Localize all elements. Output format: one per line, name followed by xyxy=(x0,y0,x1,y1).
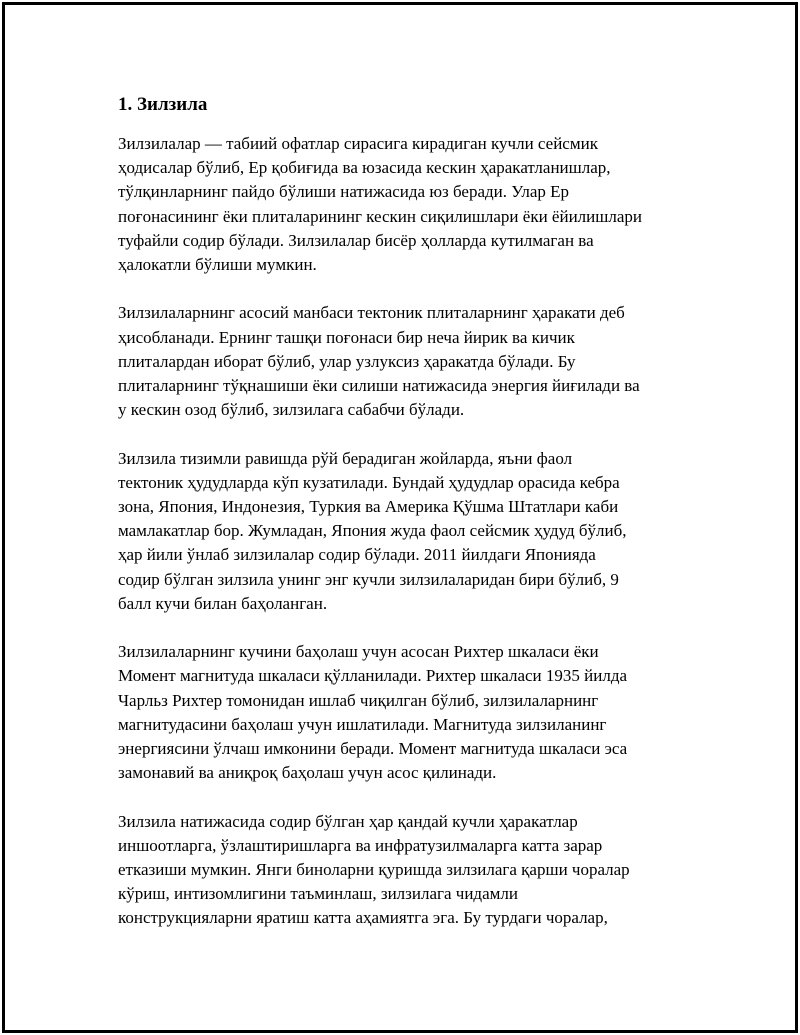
text-line: ҳисобланади. Ернинг ташқи поғонаси бир неча йирик ва кичик xyxy=(118,327,575,347)
text-line: Зилзилаларнинг асосий манбаси тектоник плиталарнинг ҳаракати деб xyxy=(118,303,625,323)
text-line: ҳодисалар бўлиб, Ер қобиғида ва юзасида кескин ҳаракатланишлар, xyxy=(118,158,611,178)
text-line: магнитудасини баҳолаш учун ишлатилади. Магнитуда зилзиланинг xyxy=(118,714,607,734)
text-line: зона, Япония, Индонезия, Туркия ва Америка Қўшма Штатлари каби xyxy=(118,497,619,517)
text-line: плиталардан иборат бўлиб, улар узлуксиз ҳаракатда бўлади. Бу xyxy=(118,351,576,371)
text-line: Момент магнитуда шкаласи қўлланилади. Рихтер шкаласи 1935 йилда xyxy=(118,666,628,686)
text-line: ҳалокатли бўлиши мумкин. xyxy=(118,255,317,275)
text-line: тўлқинларнинг пайдо бўлиши натижасида юз беради. Улар Ер xyxy=(118,182,570,202)
text-line: поғонасининг ёки плиталарининг кескин сиқилишлари ёки ёйилишлари xyxy=(118,206,642,226)
text-line: Зилзила натижасида содир бўлган ҳар қандай кучли ҳаракатлар xyxy=(118,811,578,831)
text-line: Зилзилаларнинг кучини баҳолаш учун асосан Рихтер шкаласи ёки xyxy=(118,642,599,662)
document-body xyxy=(118,90,704,955)
text-line: ҳар йили ўнлаб зилзилалар содир бўлади. 2011 йилдаги Японияда xyxy=(118,545,596,565)
text-line: тектоник ҳудудларда кўп кузатилади. Бундай ҳудудлар орасида кебра xyxy=(118,472,620,492)
text-line: балл кучи билан баҳоланган. xyxy=(118,593,328,613)
text-line: кўриш, интизомлигини таъминлаш, зилзилага чидамли xyxy=(118,884,518,904)
paragraph-4 xyxy=(118,640,704,785)
text-line: содир бўлган зилзила унинг энг кучли зилзилаларидан бири бўлиб, 9 xyxy=(118,569,619,589)
paragraph-5 xyxy=(118,810,704,931)
section-heading: 1. Зилзила xyxy=(118,94,208,115)
text-line: Чарльз Рихтер томонидан ишлаб чиқилган бўлиб, зилзилаларнинг xyxy=(118,690,599,710)
text-line: туфайли содир бўлади. Зилзилалар бисёр ҳолларда кутилмаган ва xyxy=(118,230,594,250)
text-line: Зилзила тизимли равишда рўй берадиган жойларда, яъни фаол xyxy=(118,448,573,468)
paragraph-3 xyxy=(118,447,704,616)
paragraph-2 xyxy=(118,301,704,422)
text-line: иншоотларга, ўзлаштиришларга ва инфратузилмаларга катта зарар xyxy=(118,835,603,855)
paragraph-1 xyxy=(118,132,704,277)
text-line: мамлакатлар бор. Жумладан, Япония жуда фаол сейсмик ҳудуд бўлиб, xyxy=(118,521,627,541)
text-line: энергиясини ўлчаш имконини беради. Момент магнитуда шкаласи эса xyxy=(118,739,628,759)
text-line: плиталарнинг тўқнашиши ёки силиши натижасида энергия йиғилади ва xyxy=(118,376,640,396)
text-line: Зилзилалар — табиий офатлар сирасига кирадиган кучли сейсмик xyxy=(118,134,598,153)
text-line: конструкцияларни яратиш катта аҳамиятга эга. Бу турдаги чоралар, xyxy=(118,908,608,928)
text-line: у кескин озод бўлиб, зилзилага сабабчи бўлади. xyxy=(118,400,465,420)
text-line: етказиши мумкин. Янги биноларни қуришда зилзилага қарши чоралар xyxy=(118,860,630,880)
text-line: замонавий ва аниқроқ баҳолаш учун асос қилинади. xyxy=(118,763,497,783)
